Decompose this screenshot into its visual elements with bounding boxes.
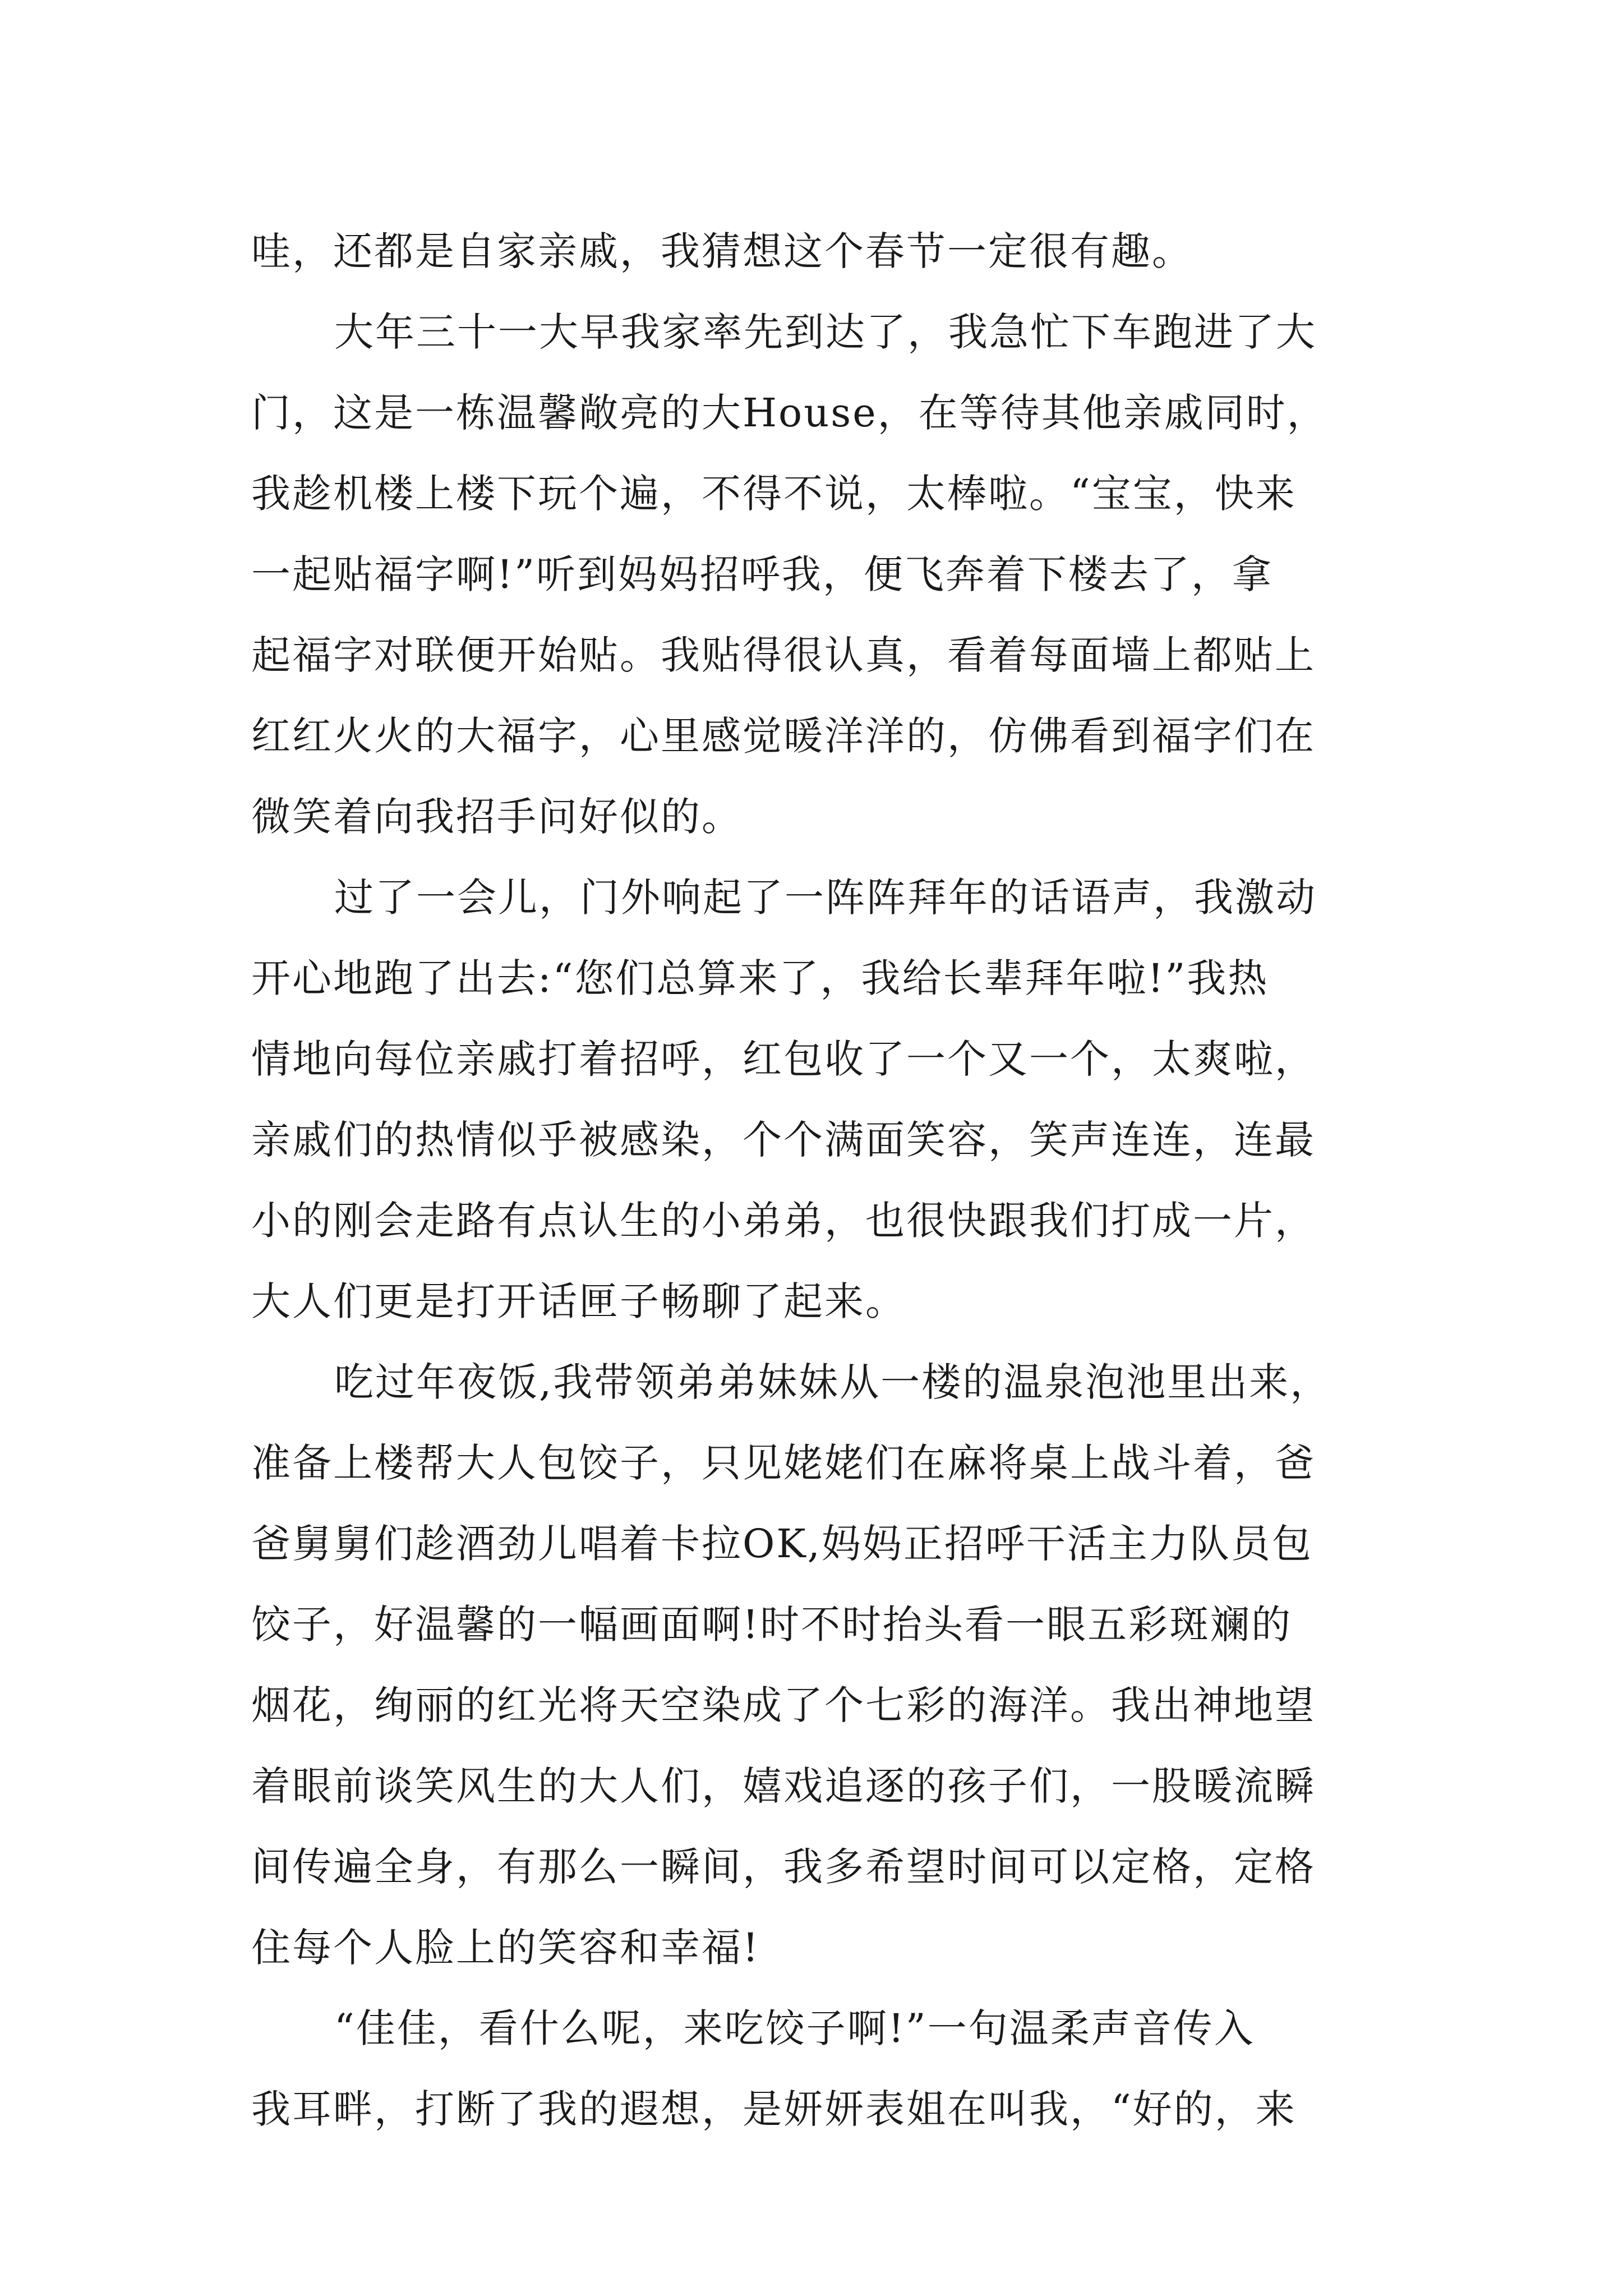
text-line: 我耳畔，打断了我的遐想，是妍妍表姐在叫我，“好的，来 <box>251 2086 1297 2132</box>
text-line: 大年三十一大早我家率先到达了，我急忙下车跑进了大 <box>334 309 1317 355</box>
paragraph <box>251 1988 1390 2150</box>
text-line: 开心地跑了出去:“您们总算来了，我给长辈拜年啦!”我热 <box>251 955 1269 1001</box>
body-text <box>251 211 1390 2150</box>
text-line: 吃过年夜饭,我带领弟弟妹妹从一楼的温泉泡池里出来， <box>334 1359 1331 1405</box>
text-line: 微笑着向我招手问好似的。 <box>251 794 743 840</box>
text-line: 起福字对联便开始贴。我贴得很认真，看着每面墙上都贴上 <box>251 632 1316 678</box>
text-line: 饺子，好温馨的一幅画面啊!时不时抬头看一眼五彩斑斓的 <box>251 1602 1293 1648</box>
text-line: 小的刚会走路有点认生的小弟弟，也很快跟我们打成一片， <box>251 1198 1316 1244</box>
text-line: 间传遍全身，有那么一瞬间，我多希望时间可以定格，定格 <box>251 1844 1316 1890</box>
text-line: 哇，还都是自家亲戚，我猜想这个春节一定很有趣。 <box>251 228 1193 274</box>
paragraph <box>251 292 1390 857</box>
text-line: “佳佳，看什么呢，来吃饺子啊!”一句温柔声音传入 <box>334 2005 1255 2051</box>
text-line: 过了一会儿，门外响起了一阵阵拜年的话语声，我激动 <box>334 875 1317 921</box>
text-line: 住每个人脸上的笑容和幸福! <box>251 1925 760 1971</box>
text-line: 亲戚们的热情似乎被感染，个个满面笑容，笑声连连，连最 <box>251 1117 1316 1163</box>
paragraph <box>251 211 1390 292</box>
text-line: 情地向每位亲戚打着招呼，红包收了一个又一个，太爽啦， <box>251 1036 1316 1082</box>
text-line: 着眼前谈笑风生的大人们，嬉戏追逐的孩子们，一股暖流瞬 <box>251 1763 1316 1809</box>
text-line: 我趁机楼上楼下玩个遍，不得不说，太棒啦。“宝宝，快来 <box>251 471 1297 517</box>
text-line: 爸舅舅们趁酒劲儿唱着卡拉OK,妈妈正招呼干活主力队员包 <box>251 1521 1313 1567</box>
text-line: 门，这是一栋温馨敞亮的大House，在等待其他亲戚同时， <box>251 390 1328 436</box>
paragraph <box>251 857 1390 1342</box>
text-line: 准备上楼帮大人包饺子，只见姥姥们在麻将桌上战斗着，爸 <box>251 1440 1316 1486</box>
text-line: 大人们更是打开话匣子畅聊了起来。 <box>251 1278 906 1324</box>
text-line: 烟花，绚丽的红光将天空染成了个七彩的海洋。我出神地望 <box>251 1682 1316 1728</box>
text-line: 红红火火的大福字，心里感觉暖洋洋的，仿佛看到福字们在 <box>251 713 1316 759</box>
paragraph <box>251 1342 1390 1988</box>
text-line: 一起贴福字啊!”听到妈妈招呼我，便飞奔着下楼去了，拿 <box>251 551 1273 597</box>
